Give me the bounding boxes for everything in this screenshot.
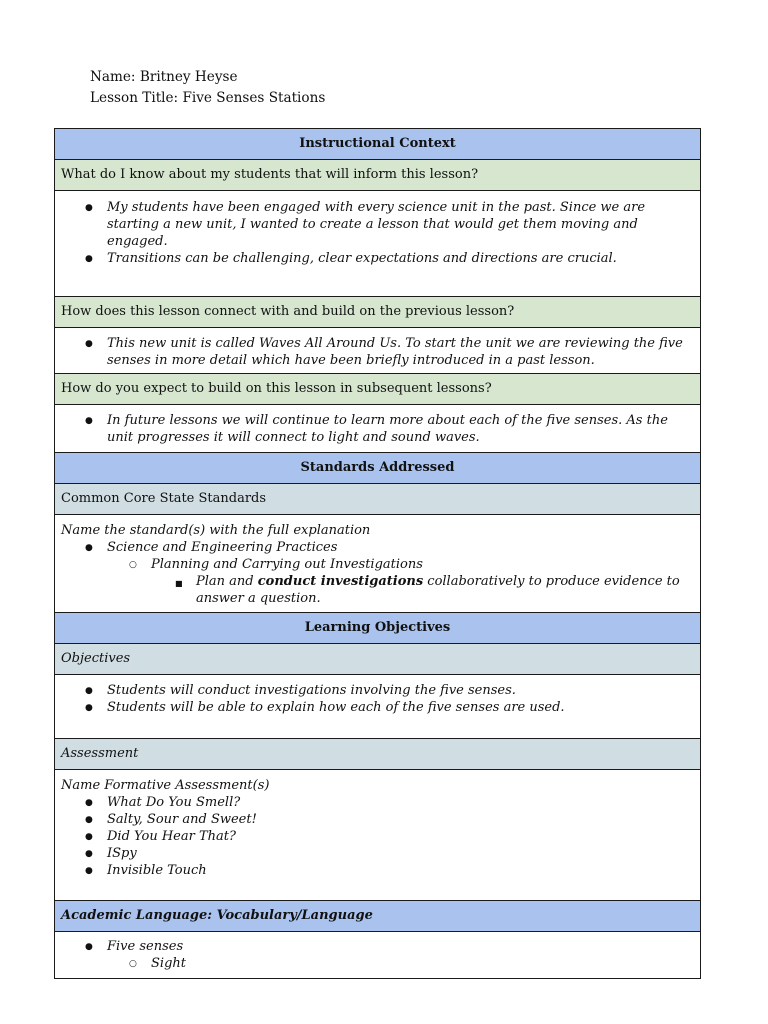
objectives-content [55, 675, 701, 739]
standards-content [55, 515, 701, 613]
list-item: ● Transitions can be challenging, clear expectations and directions are crucial. [61, 250, 694, 267]
assessment-intro: Name Formative Assessment(s) [61, 778, 270, 793]
answer-students [55, 191, 701, 297]
instructional-context-header: Instructional Context [55, 129, 701, 160]
list-item: ○ Planning and Carrying out Investigations ■ Plan and conduct investigations collaboratively to produce evidence to answer a question. [61, 556, 694, 607]
academic-language-header: Academic Language: Vocabulary/Language [55, 901, 701, 932]
learning-objectives-header: Learning Objectives [55, 613, 701, 644]
list-item: ● Students will conduct investigations involving the five senses. [61, 682, 694, 699]
academic-language-content [55, 932, 701, 979]
teacher-name: Name: Britney Heyse [90, 69, 238, 85]
answer-previous-lesson [55, 328, 701, 374]
lesson-plan-table [54, 128, 701, 979]
list-item: ● What Do You Smell? [61, 794, 694, 811]
standards-header: Standards Addressed [55, 453, 701, 484]
standards-subheader: Common Core State Standards [55, 484, 701, 515]
assessment-subheader: Assessment [55, 739, 701, 770]
list-item: ● Five senses ○ Sight [61, 938, 694, 972]
assessment-content [55, 770, 701, 901]
document-header [90, 67, 325, 109]
list-item: ● Invisible Touch [61, 862, 694, 879]
question-subsequent-lessons: How do you expect to build on this lesson in subsequent lessons? [55, 374, 701, 405]
list-item: ● Did You Hear That? [61, 828, 694, 845]
question-previous-lesson: How does this lesson connect with and build on the previous lesson? [55, 297, 701, 328]
list-item: ● Salty, Sour and Sweet! [61, 811, 694, 828]
list-item: ● Science and Engineering Practices ○ Planning and Carrying out Investigations ■ Plan and conduct investigations collaboratively to produce evidence to answer a question. [61, 539, 694, 607]
list-item: ● ISpy [61, 845, 694, 862]
list-item: ● In future lessons we will continue to learn more about each of the five senses. As the unit progresses it will connect to light and sound waves. [61, 412, 694, 446]
list-item: ● My students have been engaged with every science unit in the past. Since we are starting a new unit, I wanted to create a lesson that would get them moving and engaged. [61, 199, 694, 250]
lesson-title: Lesson Title: Five Senses Stations [90, 90, 326, 106]
answer-subsequent-lessons [55, 405, 701, 453]
list-item: ● Students will be able to explain how each of the five senses are used. [61, 699, 694, 716]
list-item: ■ Plan and conduct investigations collaboratively to produce evidence to answer a question. [61, 573, 694, 607]
objectives-subheader: Objectives [55, 644, 701, 675]
standards-intro: Name the standard(s) with the full explanation [61, 523, 371, 538]
question-students: What do I know about my students that will inform this lesson? [55, 160, 701, 191]
list-item: ○ Sight [61, 955, 694, 972]
list-item: ● This new unit is called Waves All Around Us. To start the unit we are reviewing the five senses in more detail which have been briefly introduced in a past lesson. [61, 335, 694, 369]
